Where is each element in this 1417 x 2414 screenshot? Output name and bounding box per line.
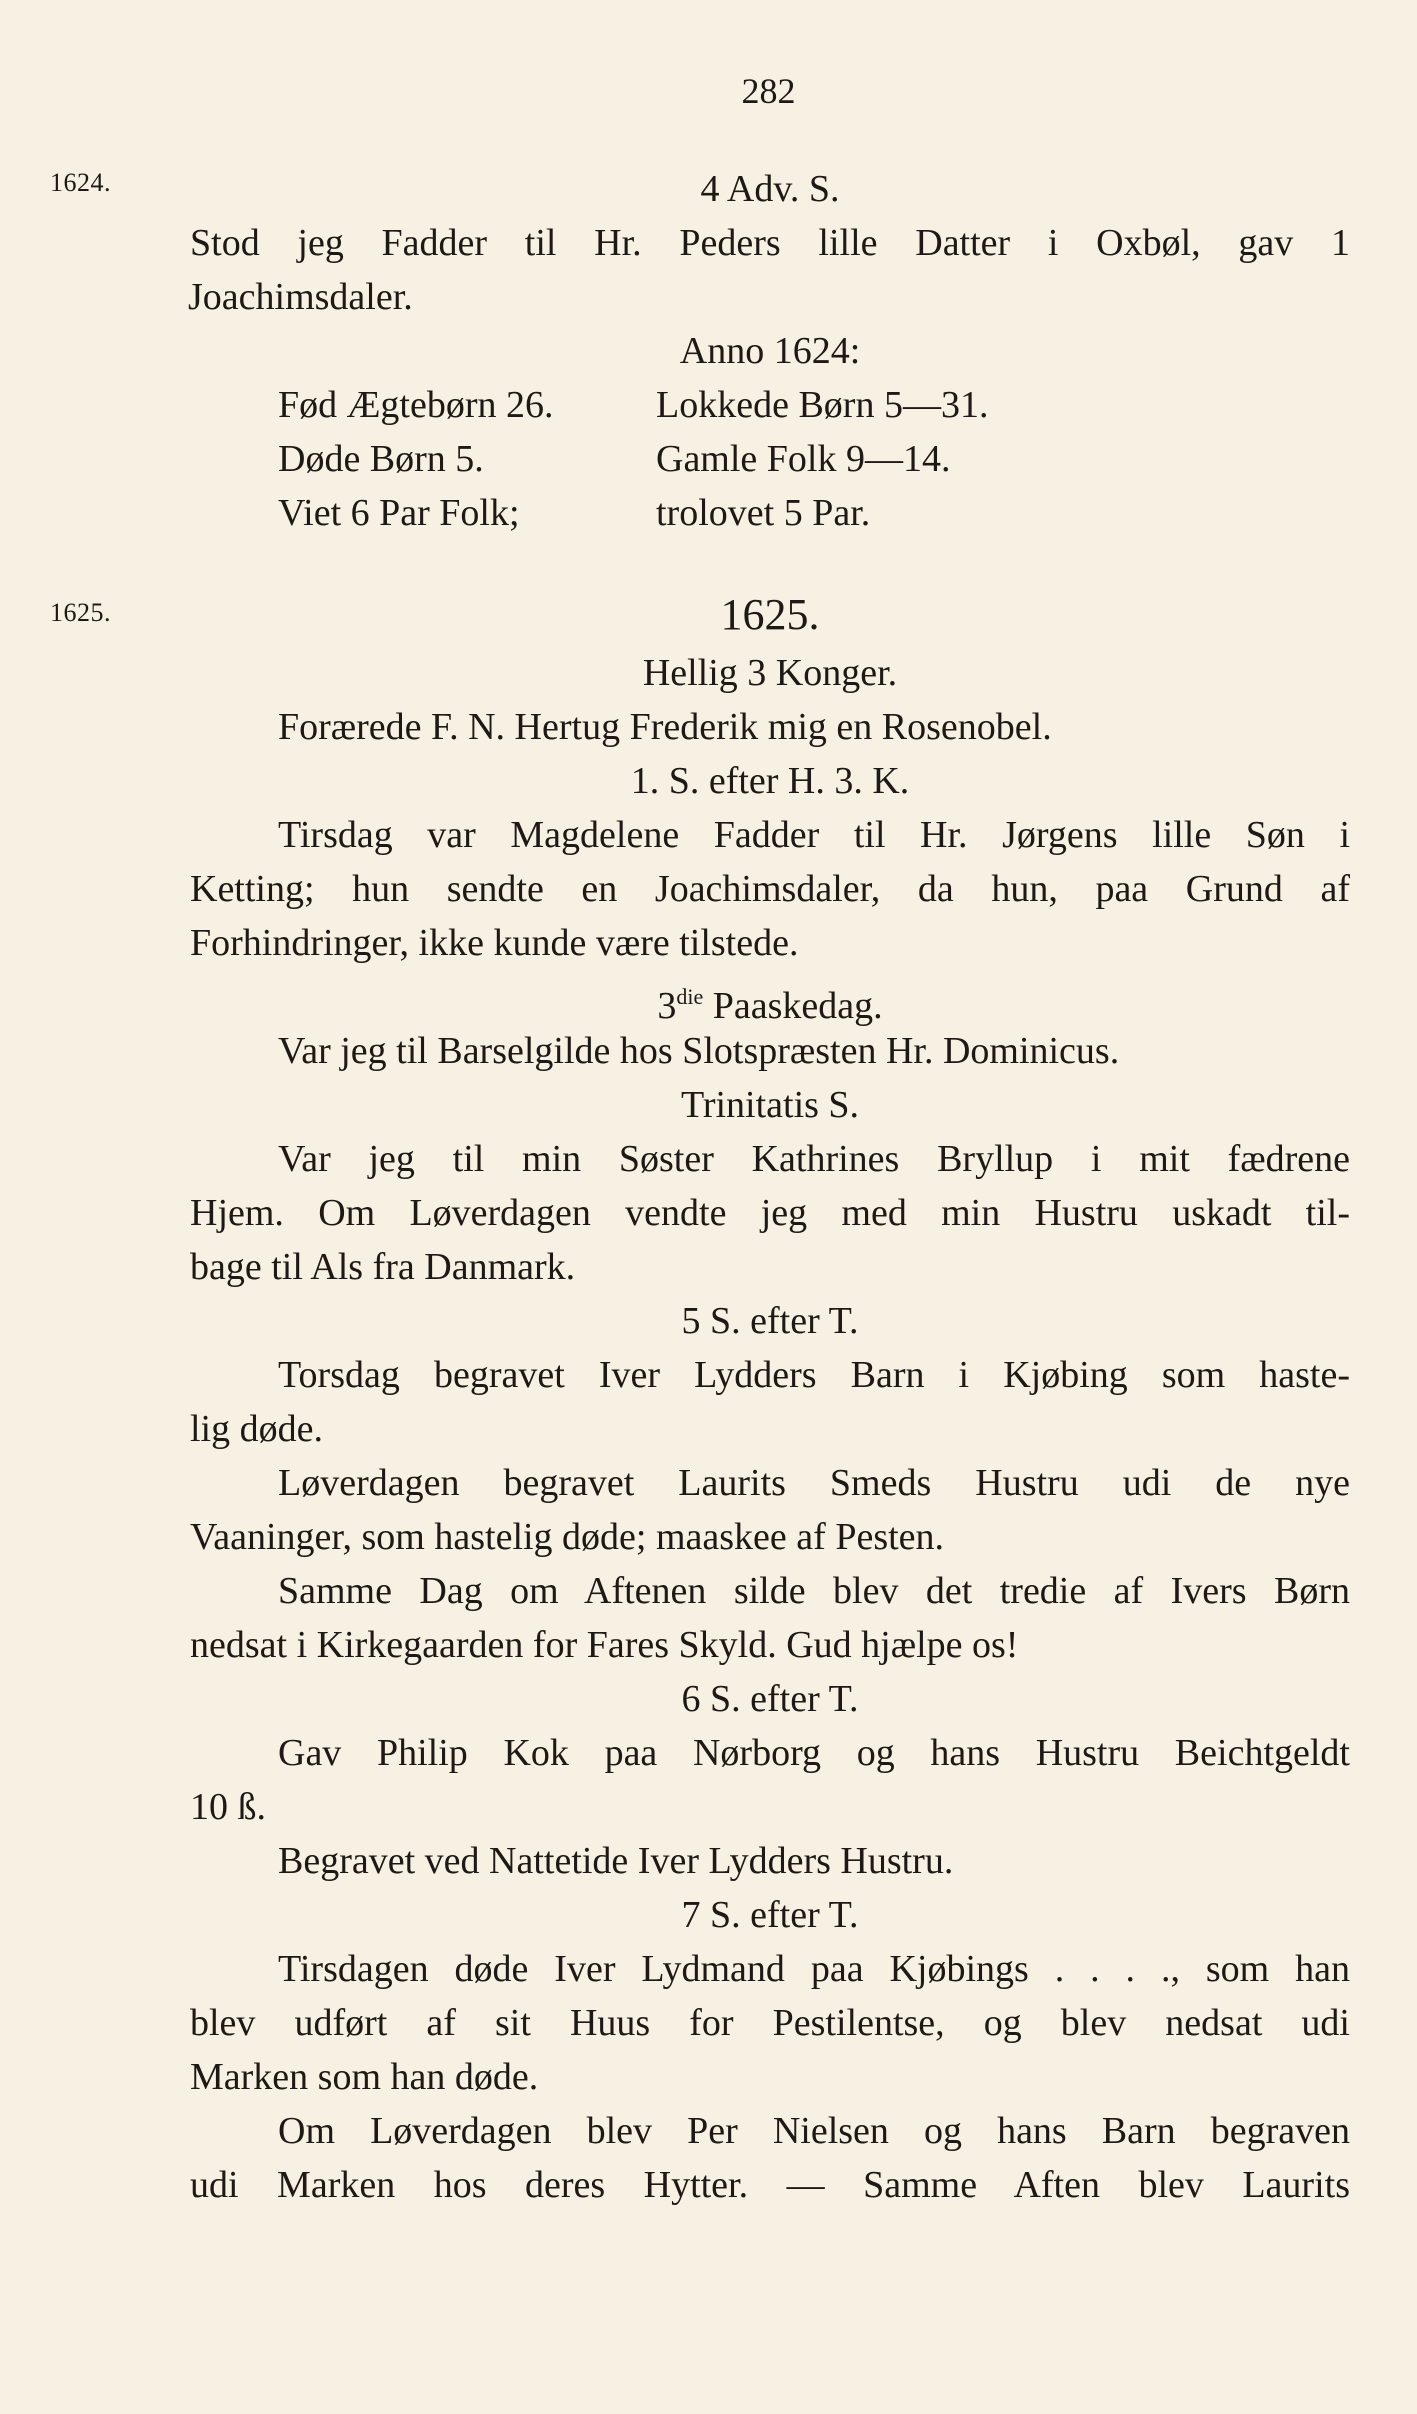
heading-6s-efter-t: 6 S. efter T. — [681, 1678, 859, 1720]
text-line: Tirsdag var Magdelene Fadder til Hr. Jørgens lille Søn i — [278, 814, 1350, 856]
text-line: Forærede F. N. Hertug Frederik mig en Rosenobel. — [278, 706, 1052, 748]
text-line: Joachimsdaler. — [188, 276, 413, 318]
text-line: lig døde. — [190, 1408, 323, 1450]
margin-year-1625: 1625. — [50, 598, 111, 627]
heading-1s-efter-h3k: 1. S. efter H. 3. K. — [630, 760, 910, 802]
heading-anno: Anno 1624: — [679, 330, 861, 372]
text-line: Samme Dag om Aftenen silde blev det tredie af Ivers Børn — [278, 1570, 1350, 1612]
heading-7s-efter-t: 7 S. efter T. — [681, 1894, 859, 1936]
text-line: Marken som han døde. — [190, 2056, 539, 2098]
text-line: Løverdagen begravet Laurits Smeds Hustru udi de nye — [278, 1462, 1350, 1504]
text-line: Om Løverdagen blev Per Nielsen og hans Barn begraven — [278, 2110, 1350, 2152]
heading-hellig-3-konger: Hellig 3 Konger. — [642, 652, 898, 694]
stat-born-illegit: Lokkede Børn 5—31. — [656, 384, 989, 426]
heading-4-adv: 4 Adv. S. — [700, 168, 840, 210]
margin-year-1624: 1624. — [50, 168, 111, 197]
text-line: Stod jeg Fadder til Hr. Peders lille Datter i Oxbøl, gav 1 — [190, 222, 1350, 264]
text-line: Hjem. Om Løverdagen vendte jeg med min Hustru uskadt til- — [190, 1192, 1350, 1234]
main-text — [190, 0, 1350, 2414]
text-line: Vaaninger, som hastelig døde; maaskee af Pesten. — [190, 1516, 945, 1558]
stat-married: Viet 6 Par Folk; — [278, 492, 520, 534]
text-line: Var jeg til min Søster Kathrines Bryllup i mit fædrene — [278, 1138, 1350, 1180]
stat-old-folk: Gamle Folk 9—14. — [656, 438, 951, 480]
stat-dead-children: Døde Børn 5. — [278, 438, 484, 480]
text-line: Torsdag begravet Iver Lydders Barn i Kjøbing som haste- — [278, 1354, 1350, 1396]
heading-trinitatis: Trinitatis S. — [680, 1084, 860, 1126]
heading-5s-efter-t: 5 S. efter T. — [681, 1300, 859, 1342]
text-line: blev udført af sit Huus for Pestilentse, og blev nedsat udi — [190, 2002, 1350, 2044]
text-line: Tirsdagen døde Iver Lydmand paa Kjøbings . . . ., som han — [278, 1948, 1350, 1990]
text-line: nedsat i Kirkegaarden for Fares Skyld. Gud hjælpe os! — [190, 1624, 1019, 1666]
text-line: Gav Philip Kok paa Nørborg og hans Hustru Beichtgeldt — [278, 1732, 1350, 1774]
stat-betrothed: trolovet 5 Par. — [656, 492, 871, 534]
text-line: Ketting; hun sendte en Joachimsdaler, da hun, paa Grund af — [190, 868, 1350, 910]
text-line: Var jeg til Barselgilde hos Slotspræsten Hr. Dominicus. — [278, 1030, 1120, 1072]
text-line: Begravet ved Nattetide Iver Lydders Hustru. — [278, 1840, 954, 1882]
page-number: 282 — [741, 71, 796, 111]
heading-1625: 1625. — [720, 590, 820, 639]
heading-3die-paaskedag: $3^{die}$ Paaskedag. — [657, 984, 883, 1027]
text-line: Forhindringer, ikke kunde være tilstede. — [190, 922, 799, 964]
text-line: udi Marken hos deres Hytter. — Samme Aften blev Laurits — [190, 2164, 1350, 2206]
text-line: 10 ß. — [190, 1786, 266, 1828]
stat-born-legit: Fød Ægtebørn 26. — [278, 384, 554, 426]
text-line: bage til Als fra Danmark. — [190, 1246, 576, 1288]
